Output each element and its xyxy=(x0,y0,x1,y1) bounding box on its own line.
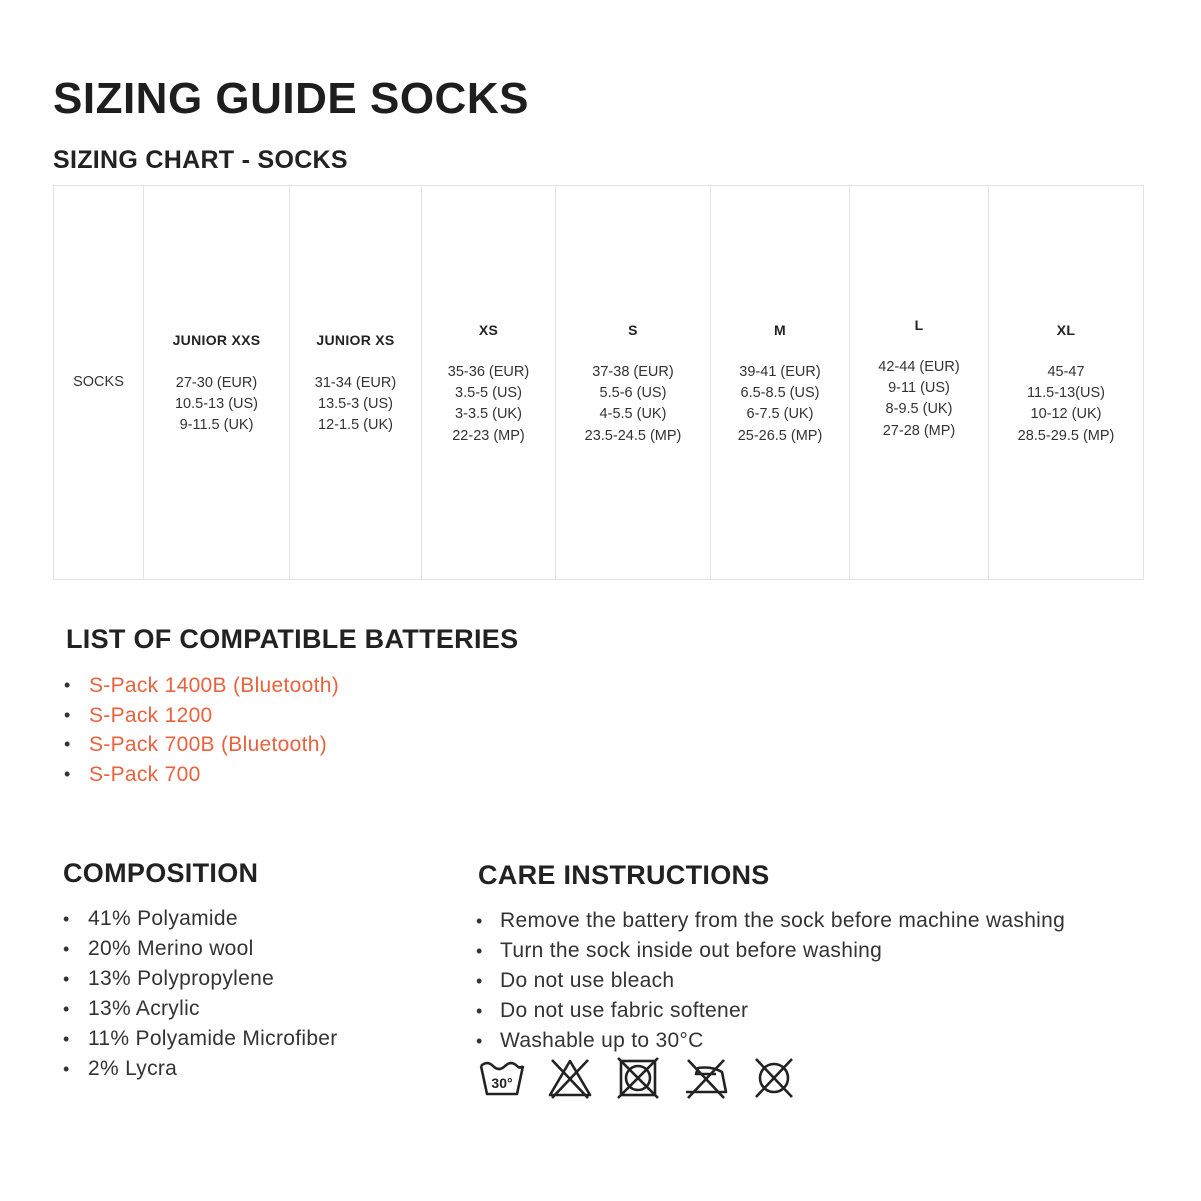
size-eur: 35-36 (EUR) xyxy=(447,364,530,380)
battery-list xyxy=(64,671,339,789)
composition-item: • 2% Lycra xyxy=(63,1054,338,1084)
size-us: 10.5-13 (US) xyxy=(174,396,258,412)
care-icons xyxy=(478,1056,798,1100)
size-column xyxy=(989,186,1143,579)
size-mp: 22-23 (MP) xyxy=(452,428,525,444)
sizing-table xyxy=(53,185,1144,580)
no-dry-clean-icon xyxy=(750,1056,798,1100)
no-tumble-dry-icon xyxy=(614,1056,662,1100)
size-label: XS xyxy=(478,322,499,338)
size-mp: 25-26.5 (MP) xyxy=(737,428,823,444)
size-mp: 27-28 (MP) xyxy=(882,423,956,439)
care-item: • Do not use bleach xyxy=(476,966,1065,996)
wash-30-icon xyxy=(478,1056,526,1100)
composition-item: • 13% Acrylic xyxy=(63,994,338,1024)
chart-title: SIZING CHART - SOCKS xyxy=(53,146,348,174)
size-label: M xyxy=(774,322,786,338)
size-uk: 12-1.5 (UK) xyxy=(318,417,393,433)
size-label: JUNIOR XS xyxy=(316,332,395,348)
size-label: L xyxy=(914,317,924,333)
size-uk: 8-9.5 (UK) xyxy=(885,401,953,417)
composition-item: • 20% Merino wool xyxy=(63,934,338,964)
size-uk: 10-12 (UK) xyxy=(1030,406,1102,422)
size-us: 5.5-6 (US) xyxy=(599,385,667,401)
size-eur: 31-34 (EUR) xyxy=(314,375,397,391)
size-label: JUNIOR XXS xyxy=(172,332,261,348)
battery-link[interactable]: • S-Pack 1400B (Bluetooth) xyxy=(64,671,339,701)
size-us: 13.5-3 (US) xyxy=(318,396,393,412)
size-eur: 37-38 (EUR) xyxy=(592,364,674,380)
no-iron-icon xyxy=(682,1056,730,1100)
size-us: 11.5-13(US) xyxy=(1027,385,1105,401)
care-heading: CARE INSTRUCTIONS xyxy=(478,860,770,890)
battery-link[interactable]: • S-Pack 700 xyxy=(64,760,339,790)
size-uk: 3-3.5 (UK) xyxy=(455,406,522,422)
batteries-heading: LIST OF COMPATIBLE BATTERIES xyxy=(66,624,519,654)
size-us: 3.5-5 (US) xyxy=(455,385,522,401)
composition-list xyxy=(63,904,338,1084)
size-us: 9-11 (US) xyxy=(888,380,950,396)
composition-item: • 11% Polyamide Microfiber xyxy=(63,1024,338,1054)
size-label: XL xyxy=(1056,322,1076,338)
size-eur: 42-44 (EUR) xyxy=(878,359,960,375)
size-column xyxy=(850,186,989,579)
battery-link[interactable]: • S-Pack 700B (Bluetooth) xyxy=(64,730,339,760)
no-bleach-icon xyxy=(546,1056,594,1100)
size-eur: 45-47 xyxy=(1047,364,1085,380)
care-item: • Turn the sock inside out before washing xyxy=(476,936,1065,966)
care-item: • Do not use fabric softener xyxy=(476,996,1065,1026)
page-title: SIZING GUIDE SOCKS xyxy=(53,74,529,123)
size-uk: 9-11.5 (UK) xyxy=(179,417,254,433)
size-us: 6.5-8.5 (US) xyxy=(740,385,820,401)
size-uk: 6-7.5 (UK) xyxy=(746,406,814,422)
size-column xyxy=(290,186,422,579)
row-label-column xyxy=(54,186,144,579)
battery-link[interactable]: • S-Pack 1200 xyxy=(64,701,339,731)
row-label: SOCKS xyxy=(73,374,124,390)
composition-item: • 41% Polyamide xyxy=(63,904,338,934)
composition-heading: COMPOSITION xyxy=(63,858,259,888)
size-eur: 27-30 (EUR) xyxy=(175,375,258,391)
size-uk: 4-5.5 (UK) xyxy=(599,406,667,422)
care-item: • Washable up to 30°C xyxy=(476,1026,1065,1056)
size-mp: 23.5-24.5 (MP) xyxy=(584,428,682,444)
size-label: S xyxy=(628,322,638,338)
size-mp: 28.5-29.5 (MP) xyxy=(1017,428,1115,444)
size-column xyxy=(556,186,711,579)
composition-item: • 13% Polypropylene xyxy=(63,964,338,994)
size-column xyxy=(144,186,290,579)
care-list xyxy=(476,906,1065,1056)
size-eur: 39-41 (EUR) xyxy=(739,364,821,380)
care-item: • Remove the battery from the sock before machine washing xyxy=(476,906,1065,936)
size-column xyxy=(711,186,850,579)
size-column xyxy=(422,186,556,579)
wash-temperature: 30° xyxy=(491,1075,513,1091)
